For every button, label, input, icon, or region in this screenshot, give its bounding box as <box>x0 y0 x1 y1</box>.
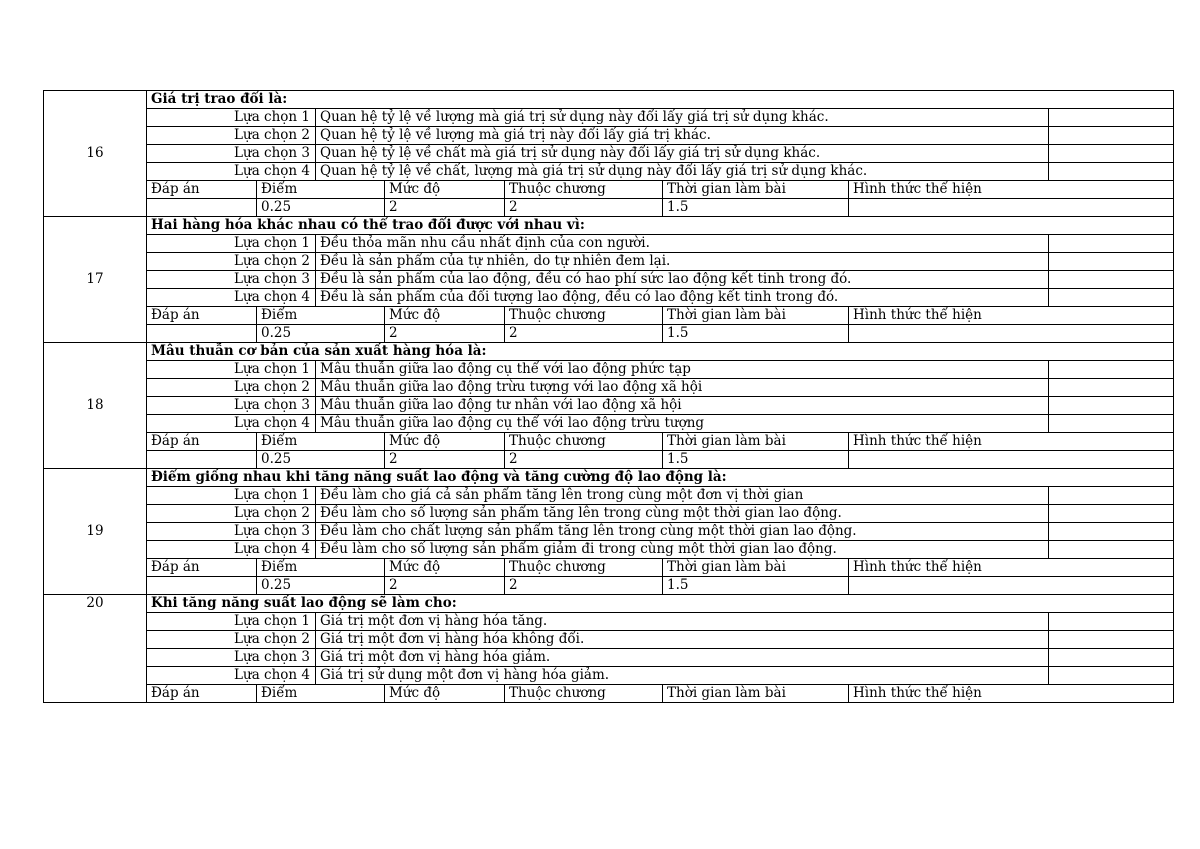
option-label: Lựa chọn 2 <box>147 379 316 397</box>
question-number: 18 <box>44 343 147 469</box>
option-row <box>44 145 1174 163</box>
level-header: Mức độ <box>385 307 505 325</box>
form-header: Hình thức thể hiện <box>849 685 1174 703</box>
chapter-header: Thuộc chương <box>505 181 663 199</box>
option-label: Lựa chọn 4 <box>147 667 316 685</box>
time-header: Thời gian làm bài <box>663 433 849 451</box>
option-text: Mâu thuẫn giữa lao động cụ thể với lao động trừu tượng <box>316 415 1049 433</box>
chapter-value: 2 <box>505 577 663 595</box>
meta-header-row <box>44 181 1174 199</box>
option-text: Giá trị một đơn vị hàng hóa giảm. <box>316 649 1049 667</box>
question-number: 16 <box>44 91 147 217</box>
meta-header-row <box>44 307 1174 325</box>
option-label: Lựa chọn 2 <box>147 505 316 523</box>
form-value <box>849 199 1174 217</box>
option-label: Lựa chọn 3 <box>147 649 316 667</box>
option-extra-cell <box>1049 361 1174 379</box>
option-label: Lựa chọn 4 <box>147 163 316 181</box>
option-extra-cell <box>1049 109 1174 127</box>
question-text: Khi tăng năng suất lao động sẽ làm cho: <box>147 595 1174 613</box>
score-value: 0.25 <box>257 325 385 343</box>
form-header: Hình thức thể hiện <box>849 433 1174 451</box>
question-bank-page <box>43 90 1174 703</box>
answer-value <box>147 577 257 595</box>
option-text: Đều là sản phẩm của lao động, đều có hao phí sức lao động kết tinh trong đó. <box>316 271 1049 289</box>
option-row <box>44 613 1174 631</box>
meta-values-row <box>44 325 1174 343</box>
question-number: 17 <box>44 217 147 343</box>
score-value: 0.25 <box>257 199 385 217</box>
score-header: Điểm <box>257 433 385 451</box>
option-text: Quan hệ tỷ lệ về lượng mà giá trị này đổi lấy giá trị khác. <box>316 127 1049 145</box>
chapter-header: Thuộc chương <box>505 685 663 703</box>
option-text: Quan hệ tỷ lệ về chất mà giá trị sử dụng này đổi lấy giá trị sử dụng khác. <box>316 145 1049 163</box>
option-extra-cell <box>1049 523 1174 541</box>
option-extra-cell <box>1049 235 1174 253</box>
question-row <box>44 595 1174 613</box>
chapter-header: Thuộc chương <box>505 433 663 451</box>
level-header: Mức độ <box>385 559 505 577</box>
question-number: 19 <box>44 469 147 595</box>
score-header: Điểm <box>257 559 385 577</box>
option-text: Đều làm cho số lượng sản phẩm giảm đi trong cùng một thời gian lao động. <box>316 541 1049 559</box>
option-extra-cell <box>1049 613 1174 631</box>
option-extra-cell <box>1049 253 1174 271</box>
level-header: Mức độ <box>385 181 505 199</box>
form-value <box>849 325 1174 343</box>
option-text: Giá trị sử dụng một đơn vị hàng hóa giảm. <box>316 667 1049 685</box>
question-row <box>44 217 1174 235</box>
option-label: Lựa chọn 4 <box>147 541 316 559</box>
meta-header-row <box>44 433 1174 451</box>
meta-values-row <box>44 451 1174 469</box>
question-number: 20 <box>44 595 147 703</box>
option-label: Lựa chọn 2 <box>147 127 316 145</box>
question-table <box>43 90 1174 703</box>
option-text: Đều làm cho giá cả sản phẩm tăng lên trong cùng một đơn vị thời gian <box>316 487 1049 505</box>
level-value: 2 <box>385 325 505 343</box>
option-row <box>44 523 1174 541</box>
option-extra-cell <box>1049 397 1174 415</box>
option-extra-cell <box>1049 379 1174 397</box>
option-text: Mâu thuẫn giữa lao động trừu tượng với lao động xã hội <box>316 379 1049 397</box>
score-header: Điểm <box>257 181 385 199</box>
option-row <box>44 631 1174 649</box>
option-extra-cell <box>1049 271 1174 289</box>
level-value: 2 <box>385 451 505 469</box>
option-text: Mâu thuẫn giữa lao động cụ thể với lao động phức tạp <box>316 361 1049 379</box>
form-header: Hình thức thể hiện <box>849 559 1174 577</box>
answer-value <box>147 325 257 343</box>
option-extra-cell <box>1049 541 1174 559</box>
time-value: 1.5 <box>663 577 849 595</box>
time-header: Thời gian làm bài <box>663 685 849 703</box>
option-label: Lựa chọn 3 <box>147 271 316 289</box>
question-table-body <box>44 91 1174 703</box>
form-value <box>849 577 1174 595</box>
question-text: Hai hàng hóa khác nhau có thể trao đổi được với nhau vì: <box>147 217 1174 235</box>
option-label: Lựa chọn 1 <box>147 361 316 379</box>
option-extra-cell <box>1049 289 1174 307</box>
option-extra-cell <box>1049 163 1174 181</box>
option-text: Đều là sản phẩm của đối tượng lao động, đều có lao động kết tinh trong đó. <box>316 289 1049 307</box>
option-row <box>44 109 1174 127</box>
form-header: Hình thức thể hiện <box>849 181 1174 199</box>
option-row <box>44 127 1174 145</box>
option-row <box>44 235 1174 253</box>
answer-value <box>147 451 257 469</box>
chapter-header: Thuộc chương <box>505 559 663 577</box>
chapter-value: 2 <box>505 199 663 217</box>
option-extra-cell <box>1049 631 1174 649</box>
meta-header-row <box>44 559 1174 577</box>
option-text: Đều làm cho số lượng sản phẩm tăng lên trong cùng một thời gian lao động. <box>316 505 1049 523</box>
option-label: Lựa chọn 3 <box>147 523 316 541</box>
score-value: 0.25 <box>257 451 385 469</box>
time-value: 1.5 <box>663 199 849 217</box>
option-extra-cell <box>1049 649 1174 667</box>
meta-values-row <box>44 199 1174 217</box>
question-row <box>44 91 1174 109</box>
option-row <box>44 361 1174 379</box>
option-row <box>44 253 1174 271</box>
chapter-value: 2 <box>505 451 663 469</box>
option-label: Lựa chọn 3 <box>147 145 316 163</box>
question-row <box>44 343 1174 361</box>
chapter-header: Thuộc chương <box>505 307 663 325</box>
option-label: Lựa chọn 4 <box>147 415 316 433</box>
option-label: Lựa chọn 3 <box>147 397 316 415</box>
option-row <box>44 397 1174 415</box>
answer-value <box>147 199 257 217</box>
level-header: Mức độ <box>385 685 505 703</box>
meta-header-row <box>44 685 1174 703</box>
meta-values-row <box>44 577 1174 595</box>
option-row <box>44 505 1174 523</box>
answer-header: Đáp án <box>147 307 257 325</box>
question-text: Giá trị trao đổi là: <box>147 91 1174 109</box>
option-text: Đều thỏa mãn nhu cầu nhất định của con người. <box>316 235 1049 253</box>
level-header: Mức độ <box>385 433 505 451</box>
option-row <box>44 541 1174 559</box>
form-value <box>849 451 1174 469</box>
time-header: Thời gian làm bài <box>663 307 849 325</box>
option-text: Quan hệ tỷ lệ về chất, lượng mà giá trị sử dụng này đổi lấy giá trị sử dụng khác. <box>316 163 1049 181</box>
option-label: Lựa chọn 2 <box>147 253 316 271</box>
option-row <box>44 379 1174 397</box>
option-label: Lựa chọn 1 <box>147 109 316 127</box>
option-row <box>44 271 1174 289</box>
level-value: 2 <box>385 199 505 217</box>
question-text: Điểm giống nhau khi tăng năng suất lao động và tăng cường độ lao động là: <box>147 469 1174 487</box>
answer-header: Đáp án <box>147 559 257 577</box>
question-text: Mâu thuẫn cơ bản của sản xuất hàng hóa là: <box>147 343 1174 361</box>
answer-header: Đáp án <box>147 433 257 451</box>
option-text: Giá trị một đơn vị hàng hóa tăng. <box>316 613 1049 631</box>
option-row <box>44 649 1174 667</box>
option-text: Đều là sản phẩm của tự nhiên, do tự nhiên đem lại. <box>316 253 1049 271</box>
option-text: Quan hệ tỷ lệ về lượng mà giá trị sử dụng này đổi lấy giá trị sử dụng khác. <box>316 109 1049 127</box>
level-value: 2 <box>385 577 505 595</box>
option-label: Lựa chọn 4 <box>147 289 316 307</box>
option-row <box>44 667 1174 685</box>
option-extra-cell <box>1049 667 1174 685</box>
time-header: Thời gian làm bài <box>663 181 849 199</box>
option-row <box>44 163 1174 181</box>
time-value: 1.5 <box>663 451 849 469</box>
option-row <box>44 487 1174 505</box>
time-value: 1.5 <box>663 325 849 343</box>
option-row <box>44 415 1174 433</box>
option-text: Giá trị một đơn vị hàng hóa không đổi. <box>316 631 1049 649</box>
chapter-value: 2 <box>505 325 663 343</box>
question-row <box>44 469 1174 487</box>
option-text: Mâu thuẫn giữa lao động tư nhân với lao động xã hội <box>316 397 1049 415</box>
score-header: Điểm <box>257 685 385 703</box>
option-extra-cell <box>1049 145 1174 163</box>
answer-header: Đáp án <box>147 685 257 703</box>
option-row <box>44 289 1174 307</box>
option-extra-cell <box>1049 505 1174 523</box>
score-header: Điểm <box>257 307 385 325</box>
option-label: Lựa chọn 1 <box>147 613 316 631</box>
option-extra-cell <box>1049 415 1174 433</box>
option-label: Lựa chọn 2 <box>147 631 316 649</box>
option-label: Lựa chọn 1 <box>147 487 316 505</box>
answer-header: Đáp án <box>147 181 257 199</box>
score-value: 0.25 <box>257 577 385 595</box>
option-label: Lựa chọn 1 <box>147 235 316 253</box>
option-extra-cell <box>1049 127 1174 145</box>
time-header: Thời gian làm bài <box>663 559 849 577</box>
form-header: Hình thức thể hiện <box>849 307 1174 325</box>
option-text: Đều làm cho chất lượng sản phẩm tăng lên trong cùng một thời gian lao động. <box>316 523 1049 541</box>
option-extra-cell <box>1049 487 1174 505</box>
